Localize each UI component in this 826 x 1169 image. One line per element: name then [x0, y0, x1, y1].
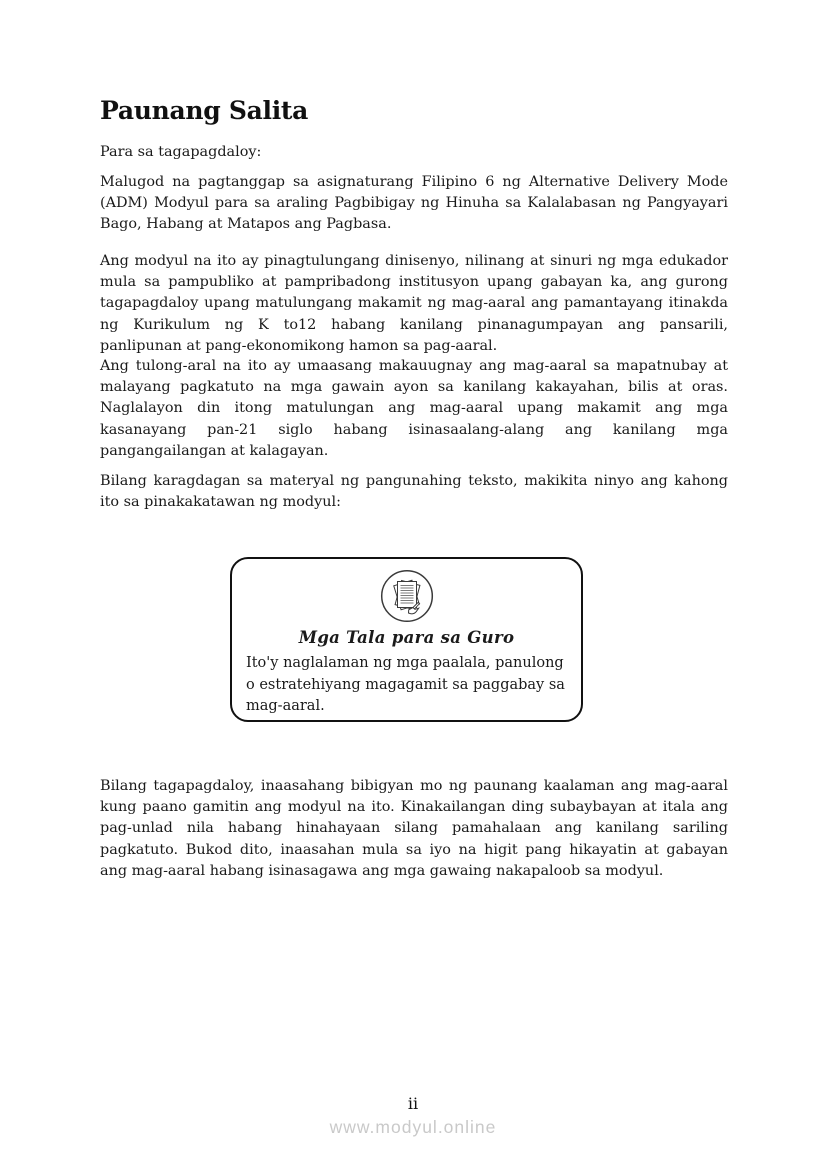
paragraph-line: ang mag-aaral habang isinasagawa ang mga gawaing nakapaloob sa modyul. — [100, 862, 664, 879]
notes-box-text — [232, 653, 581, 718]
paragraph-line: panlipunan at pang-ekonomikong hamon sa pag-aaral. — [100, 337, 498, 354]
page-title: Paunang Salita — [100, 96, 309, 125]
paragraph-line: kasanayang pan-21 siglo habang isinasaalang-alang ang kanilang mga — [100, 421, 728, 438]
notes-box-line: mag-aaral. — [246, 698, 325, 714]
paragraph-line: mula sa pampubliko at pampribadong institusyon upang gabayan ka, ang gurong — [100, 274, 728, 291]
notes-box-title: Mga Tala para sa Guro — [298, 628, 515, 647]
paragraph-facilitator-duty — [100, 776, 728, 882]
paragraph-line: Bilang tagapagdaloy, inaasahang bibigyan mo ng paunang kaalaman ang mag-aaral — [100, 778, 728, 794]
paragraph-line: ito sa pinakakatawan ng modyul: — [100, 494, 341, 511]
paragraph-line: pangangailangan at kalagayan. — [100, 442, 329, 459]
notes-hand-icon — [232, 569, 581, 623]
paragraph-line: Naglalayon din itong matulungan ang mag-aaral upang makamit ang mga — [100, 400, 728, 417]
paragraph-line: tagapagdaloy upang matulungang makamit ng mag-aaral ang pamantayang itinakda — [100, 295, 728, 312]
paragraph-line: malayang pagkatuto na mga gawain ayon sa kanilang kakayahan, bilis at oras. — [100, 379, 728, 396]
paragraph-line: Ang modyul na ito ay pinagtulungang dinisenyo, nilinang at sinuri ng mga edukador — [100, 253, 728, 269]
teacher-notes-box — [230, 557, 583, 722]
paragraph-module-design — [100, 251, 728, 357]
paragraph-line: ng Kurikulum ng K to12 habang kanilang pinanagumpayan ang pansarili, — [100, 316, 728, 333]
notes-box-line: o estratehiyang magagamit sa paggabay sa — [246, 676, 565, 693]
paragraph-line: pag-unlad nila habang hinahayaan silang pamahalaan ang kanilang sariling — [100, 820, 728, 837]
page-number: ii — [407, 1094, 419, 1113]
paragraph-line: pagkatuto. Bukod dito, inaasahan mula sa iyo na higit pang hikayatin at gabayan — [100, 841, 728, 858]
paragraph-line: Bago, Habang at Matapos ang Pagbasa. — [100, 216, 392, 233]
paragraph-line: Bilang karagdagan sa materyal ng pangunahing teksto, makikita ninyo ang kahong — [100, 473, 728, 489]
paragraph-line: Malugod na pagtanggap sa asignaturang Filipino 6 ng Alternative Delivery Mode — [100, 174, 728, 190]
paragraph-line: Ang tulong-aral na ito ay umaasang makauugnay ang mag-aaral sa mapatnubay at — [100, 358, 728, 374]
watermark-url: www.modyul.online — [329, 1117, 497, 1137]
paragraph-line: (ADM) Modyul para sa araling Pagbibigay ng Hinuha sa Kalalabasan ng Pangyayari — [100, 195, 728, 212]
paragraph-learning-aid — [100, 356, 728, 462]
paragraph-box-intro — [100, 471, 728, 513]
paragraph-line: kung paano gamitin ang modyul na ito. Kinakailangan ding subaybayan at itala ang — [100, 799, 728, 816]
notes-box-line: Ito'y naglalaman ng mga paalala, panulong — [246, 655, 564, 671]
paragraph-welcome — [100, 172, 728, 236]
salutation-text: Para sa tagapagdaloy: — [100, 144, 262, 160]
